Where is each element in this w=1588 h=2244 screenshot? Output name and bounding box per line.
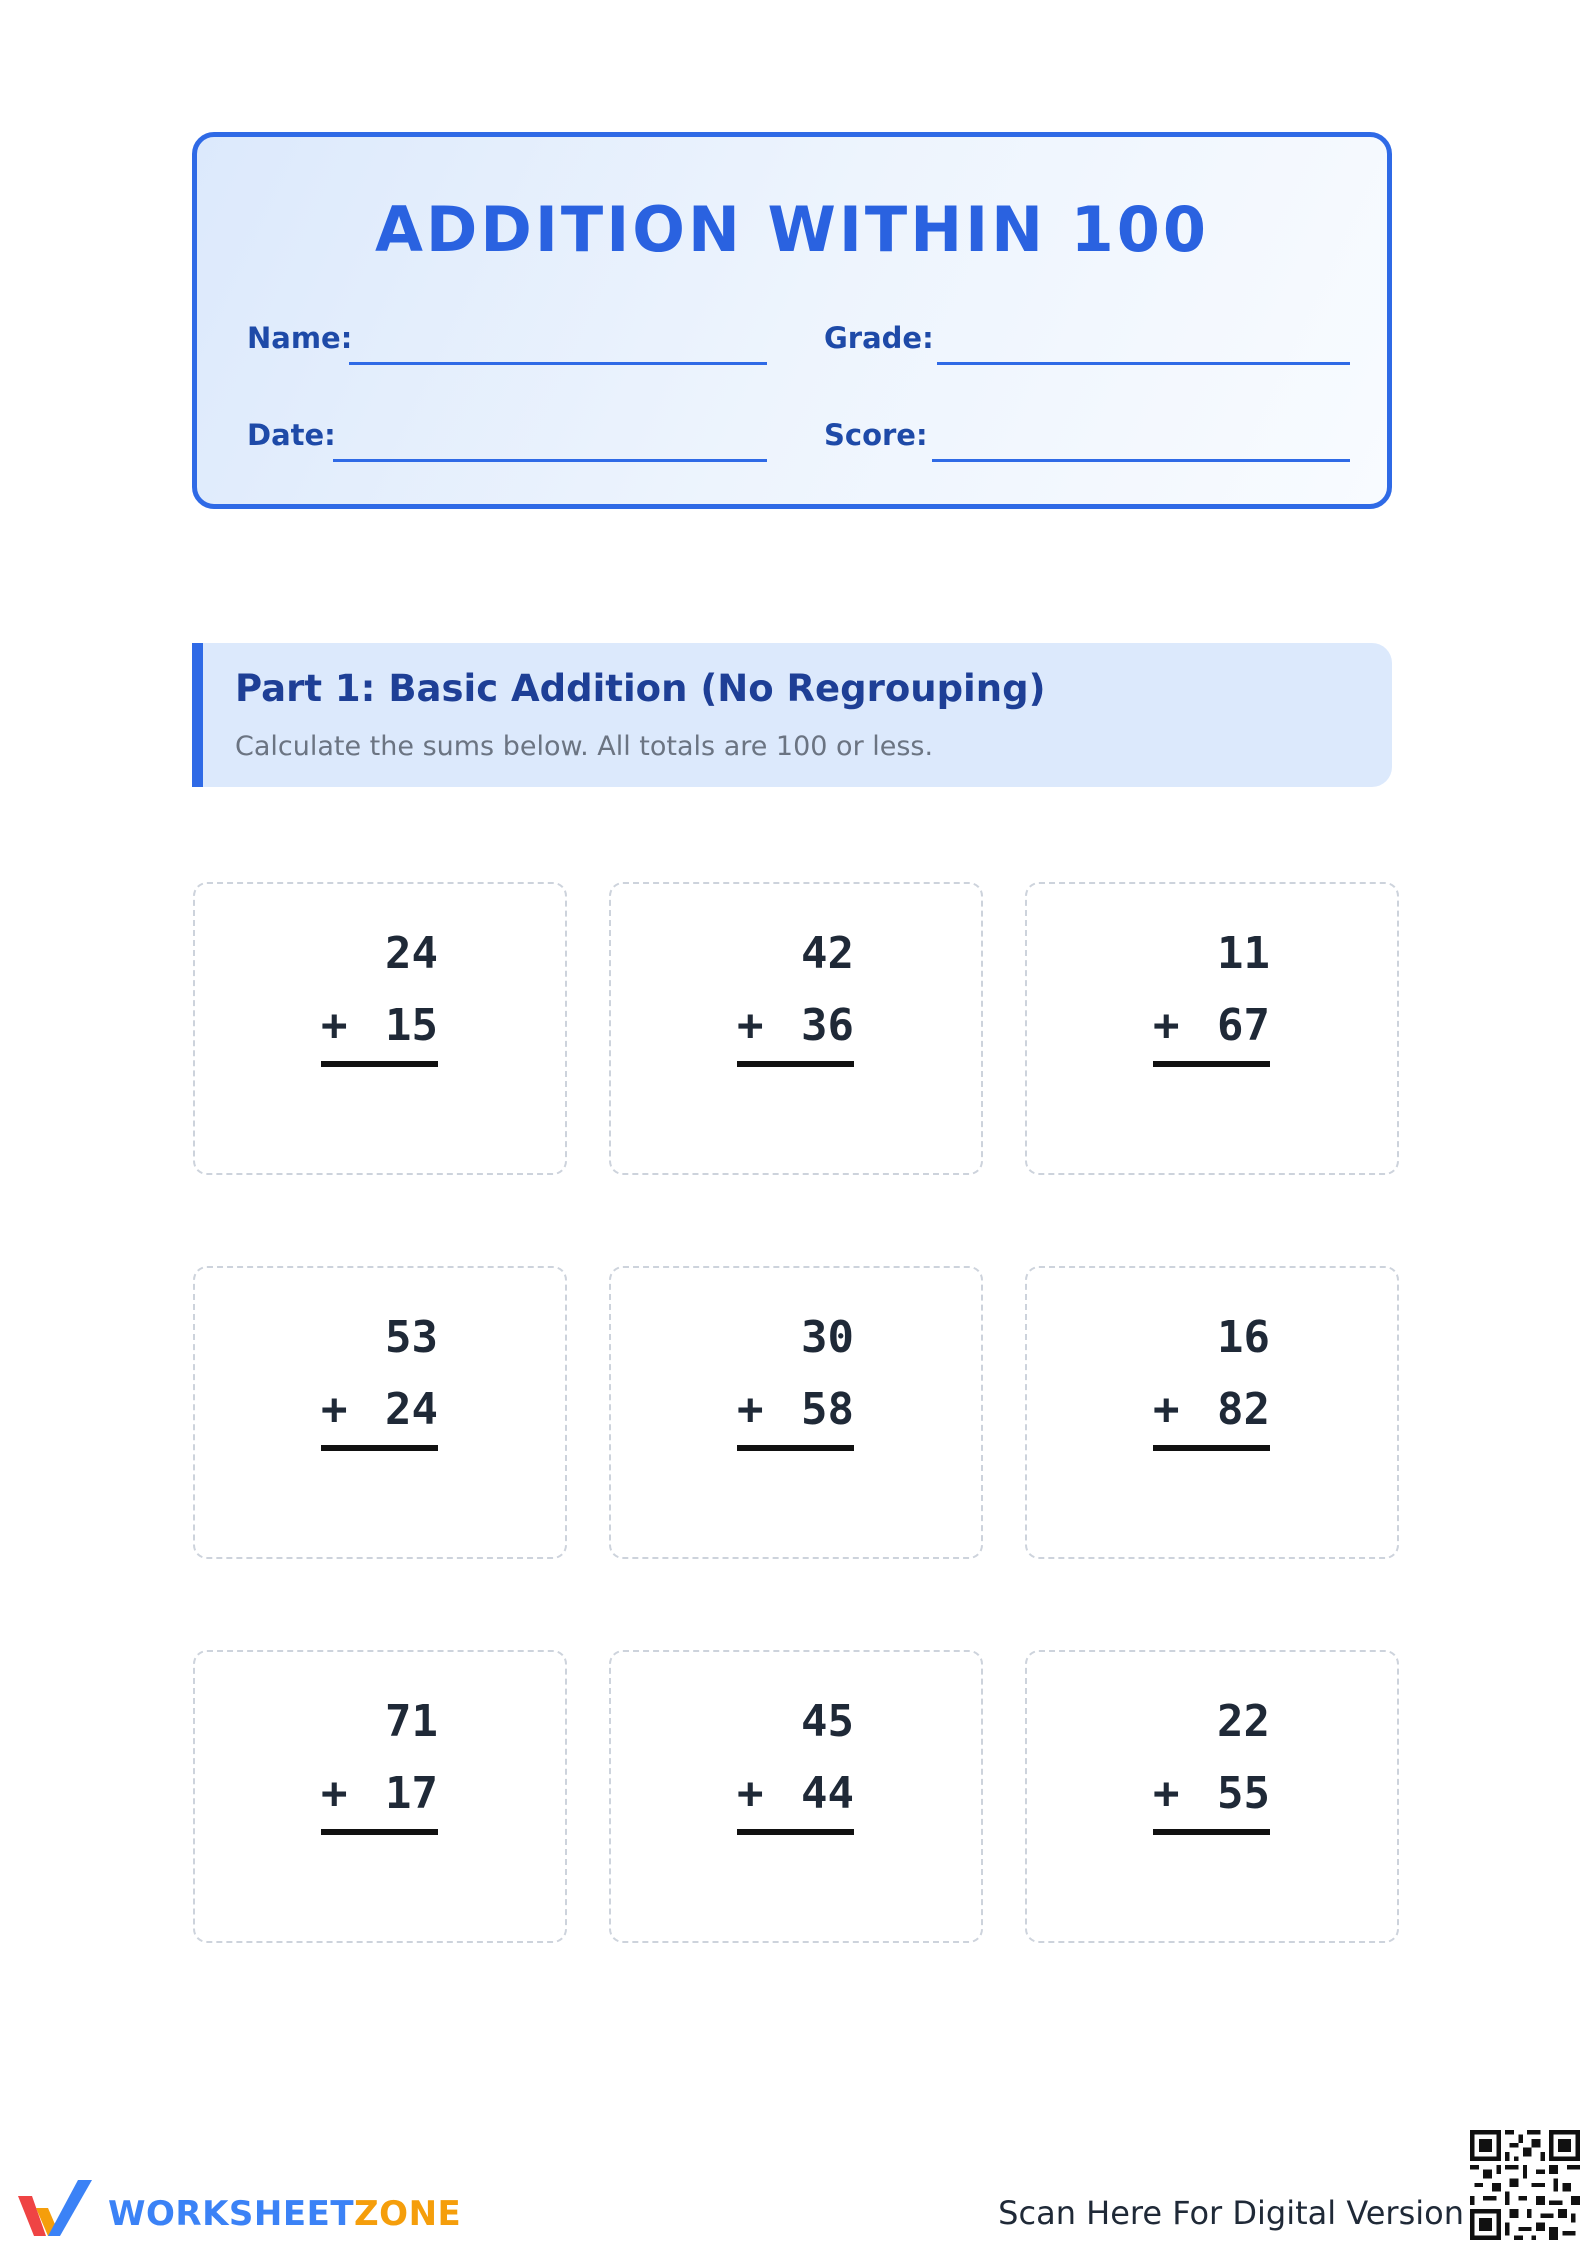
grade-line[interactable] [937, 362, 1350, 365]
score-line[interactable] [932, 459, 1350, 462]
top-number: 42 [801, 928, 854, 979]
plus-sign: + [737, 1000, 764, 1051]
answer-line[interactable] [321, 1445, 438, 1451]
worksheet-title: ADDITION WITHIN 100 [374, 193, 1210, 266]
scan-text: Scan Here For Digital Version [998, 2194, 1464, 2232]
part1-title: Part 1: Basic Addition (No Regrouping) [235, 667, 1046, 710]
bottom-number: 58 [801, 1384, 854, 1435]
top-number: 11 [1217, 928, 1270, 979]
top-number: 30 [801, 1312, 854, 1363]
problem-card[interactable] [193, 1266, 567, 1559]
problem-card[interactable] [1025, 1650, 1399, 1943]
top-number: 24 [385, 928, 438, 979]
worksheet-header [192, 132, 1392, 509]
score-label: Score: [824, 418, 928, 452]
problem-card[interactable] [193, 882, 567, 1175]
top-number: 53 [385, 1312, 438, 1363]
bottom-number: 15 [385, 1000, 438, 1051]
part1-instructions: Calculate the sums below. All totals are 100 or less. [235, 731, 934, 762]
bottom-number: 17 [385, 1768, 438, 1819]
problem-card[interactable] [609, 1266, 983, 1559]
plus-sign: + [737, 1384, 764, 1435]
logo-text-worksheet: WORKSHEET [108, 2194, 355, 2234]
bottom-number: 44 [801, 1768, 854, 1819]
top-number: 45 [801, 1696, 854, 1747]
plus-sign: + [321, 1000, 348, 1051]
grade-label: Grade: [824, 321, 934, 355]
plus-sign: + [1153, 1384, 1180, 1435]
problem-card[interactable] [1025, 882, 1399, 1175]
problem-card[interactable] [609, 1650, 983, 1943]
plus-sign: + [1153, 1768, 1180, 1819]
date-line[interactable] [333, 459, 767, 462]
part1-header [192, 643, 1392, 787]
bottom-number: 24 [385, 1384, 438, 1435]
plus-sign: + [1153, 1000, 1180, 1051]
name-label: Name: [247, 321, 353, 355]
name-field[interactable] [247, 315, 767, 365]
plus-sign: + [321, 1768, 348, 1819]
answer-line[interactable] [1153, 1445, 1270, 1451]
top-number: 22 [1217, 1696, 1270, 1747]
score-field[interactable] [824, 412, 1350, 462]
plus-sign: + [737, 1768, 764, 1819]
plus-sign: + [321, 1384, 348, 1435]
date-field[interactable] [247, 412, 767, 462]
answer-line[interactable] [737, 1829, 854, 1835]
name-line[interactable] [349, 362, 767, 365]
logo-text-zone: ZONE [354, 2194, 462, 2234]
bottom-number: 82 [1217, 1384, 1270, 1435]
top-number: 16 [1217, 1312, 1270, 1363]
date-label: Date: [247, 418, 336, 452]
answer-line[interactable] [1153, 1061, 1270, 1067]
qr-code-icon[interactable] [1470, 2130, 1580, 2240]
answer-line[interactable] [321, 1829, 438, 1835]
answer-line[interactable] [737, 1445, 854, 1451]
problem-card[interactable] [193, 1650, 567, 1943]
bottom-number: 55 [1217, 1768, 1270, 1819]
answer-line[interactable] [1153, 1829, 1270, 1835]
answer-line[interactable] [737, 1061, 854, 1067]
problem-card[interactable] [609, 882, 983, 1175]
bottom-number: 36 [801, 1000, 854, 1051]
worksheetzone-w-icon [16, 2178, 96, 2240]
problem-card[interactable] [1025, 1266, 1399, 1559]
answer-line[interactable] [321, 1061, 438, 1067]
bottom-number: 67 [1217, 1000, 1270, 1051]
grade-field[interactable] [824, 315, 1350, 365]
top-number: 71 [385, 1696, 438, 1747]
worksheetzone-logo[interactable] [16, 2178, 462, 2240]
